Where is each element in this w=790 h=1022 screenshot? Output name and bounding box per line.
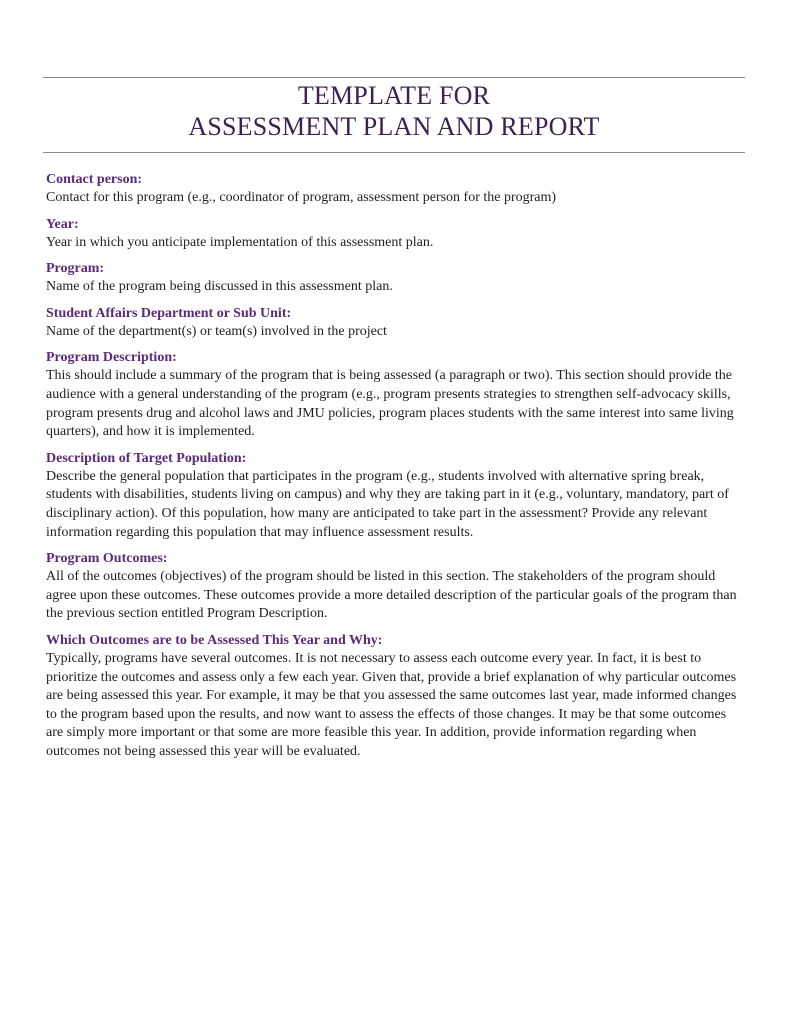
section-text: Year in which you anticipate implementation of this assessment plan. <box>46 234 434 250</box>
section-heading: Description of Target Population: <box>46 450 247 466</box>
section-program-description <box>46 349 746 441</box>
section-target-population <box>46 450 746 542</box>
section-year <box>46 216 746 253</box>
section-text: Describe the general population that participates in the program (e.g., students involved with alternative spring break, students with disabilities, students living on campus) and why they are taking part in it (e.g., voluntary, mandatory, part of disciplinary action). Of this population, how many are anticipated to take part in the assessment? Provide any relevant information regarding this population that may influence assessment results. <box>46 468 729 540</box>
section-program <box>46 260 746 297</box>
bottom-divider <box>43 152 745 153</box>
section-text: This should include a summary of the program that is being assessed (a paragraph or two). This section should provide the audience with a general understanding of the program (e.g., program presents strategies to strengthen self-advocacy skills, program presents drug and alcohol laws and JMU policies, program places students with the same interest into same living quarters), and how it is implemented. <box>46 368 734 440</box>
section-heading: Program Description: <box>46 350 177 366</box>
section-program-outcomes <box>46 550 746 624</box>
section-contact-person <box>46 171 746 208</box>
section-heading: Student Affairs Department or Sub Unit: <box>46 305 292 321</box>
section-heading: Program Outcomes: <box>46 551 168 567</box>
section-department <box>46 305 746 342</box>
section-heading: Program: <box>46 261 105 277</box>
top-divider <box>43 77 745 78</box>
section-text: Typically, programs have several outcomes. It is not necessary to assess each outcome every year. In fact, it is best to prioritize the outcomes and assess only a few each year. Given that, provide a brief explanation of why particular outcomes are being assessed this year. For example, it may be that you assessed the same outcomes last year, made informed changes to the program based upon the results, and now want to assess the effects of those changes. It may be that some outcomes are simply more important or that some are more feasible this year. In addition, provide information regarding when outcomes not being assessed this year will be evaluated. <box>46 650 737 759</box>
section-text: Name of the program being discussed in this assessment plan. <box>46 279 393 295</box>
section-outcomes-assessed <box>46 632 746 762</box>
document-body <box>46 171 746 769</box>
document-title <box>43 80 745 142</box>
section-heading: Contact person: <box>46 172 143 187</box>
section-heading: Which Outcomes are to be Assessed This Year and Why: <box>46 632 383 648</box>
section-heading: Year: <box>46 216 79 232</box>
section-text: Contact for this program (e.g., coordinator of program, assessment person for the program) <box>46 190 557 205</box>
section-text: All of the outcomes (objectives) of the program should be listed in this section. The stakeholders of the program should agree upon these outcomes. These outcomes provide a more detailed description of the particular goals of the program than the previous section entitled Program Description. <box>46 569 737 622</box>
section-text: Name of the department(s) or team(s) involved in the project <box>46 323 387 339</box>
title-line-1: TEMPLATE FOR <box>297 81 491 110</box>
title-line-2: ASSESSMENT PLAN AND REPORT <box>188 112 600 141</box>
